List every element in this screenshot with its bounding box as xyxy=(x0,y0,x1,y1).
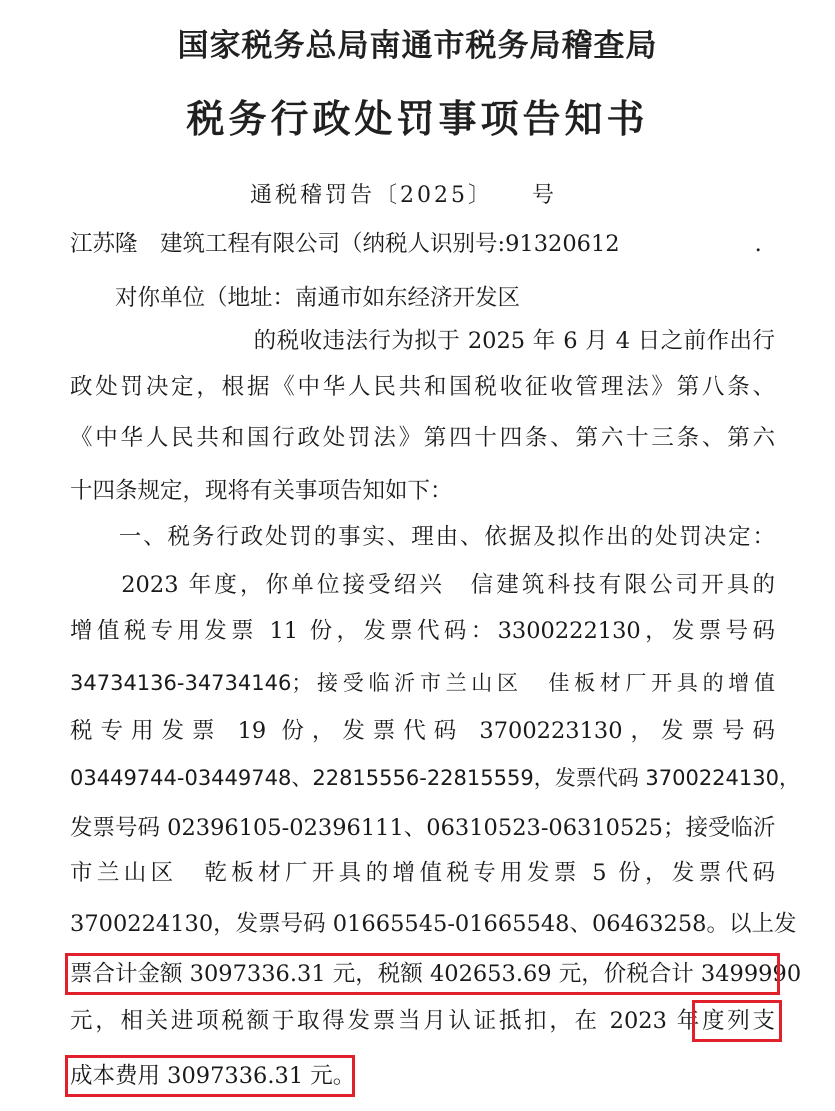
body-line: 对你单位（地址：南通市如东经济开发区 xyxy=(70,285,521,311)
body-line: 34734136-34734146；接受临沂市兰山区 佳板材厂开具的增值 xyxy=(70,671,775,695)
body-line: 江苏隆 建筑工程有限公司（纳税人识别号:91320612 . xyxy=(70,231,762,257)
document-title: 税务行政处罚事项告知书 xyxy=(186,96,649,141)
highlight-box-total-amount xyxy=(65,953,802,995)
body-line: 增值税专用发票 11 份，发票代码：3300222130，发票号码 xyxy=(70,618,775,644)
body-line: 元，相关进项税额于取得发票当月认证抵扣，在 2023 年度列支 xyxy=(70,1008,775,1034)
body-line: 市兰山区 乾板材厂开具的增值税专用发票 5 份，发票代码 xyxy=(70,860,775,886)
issuer-title: 国家税务总局南通市税务局稽查局 xyxy=(177,28,658,64)
reference-number: 通税稽罚告〔2025〕 号 xyxy=(250,183,557,208)
body-line: 成本费用 3097336.31 元。 xyxy=(70,1063,356,1089)
body-line: 政处罚决定，根据《中华人民共和国税收征收管理法》第八条、 xyxy=(70,374,775,400)
body-line: 发票号码 02396105-02396111、06310523-06310525；接受临沂 xyxy=(70,815,776,841)
body-line: 的税收违法行为拟于 2025 年 6 月 4 日之前作出行 xyxy=(70,328,775,354)
body-line: 十四条规定，现将有关事项告知如下： xyxy=(70,478,453,504)
highlight-box-cost-expense xyxy=(65,1055,355,1097)
highlight-box-year-expense xyxy=(692,1000,782,1042)
body-line: 03449744-03449748、22815556-22815559，发票代码 3700224130， xyxy=(70,766,800,790)
body-line: 《中华人民共和国行政处罚法》第四十四条、第六十三条、第六 xyxy=(70,425,775,451)
body-line: 3700224130，发票号码 01665545-01665548、06463258。以上发 xyxy=(70,911,797,937)
body-line: 一、税务行政处罚的事实、理由、依据及拟作出的处罚决定： xyxy=(70,524,775,550)
body-line: 2023 年度，你单位接受绍兴 信建筑科技有限公司开具的 xyxy=(70,572,775,598)
body-line: 税专用发票 19 份，发票代码 3700223130，发票号码 xyxy=(70,718,775,744)
body-line: 票合计金额 3097336.31 元，税额 402653.69 元，价税合计 3499990 xyxy=(70,961,802,987)
